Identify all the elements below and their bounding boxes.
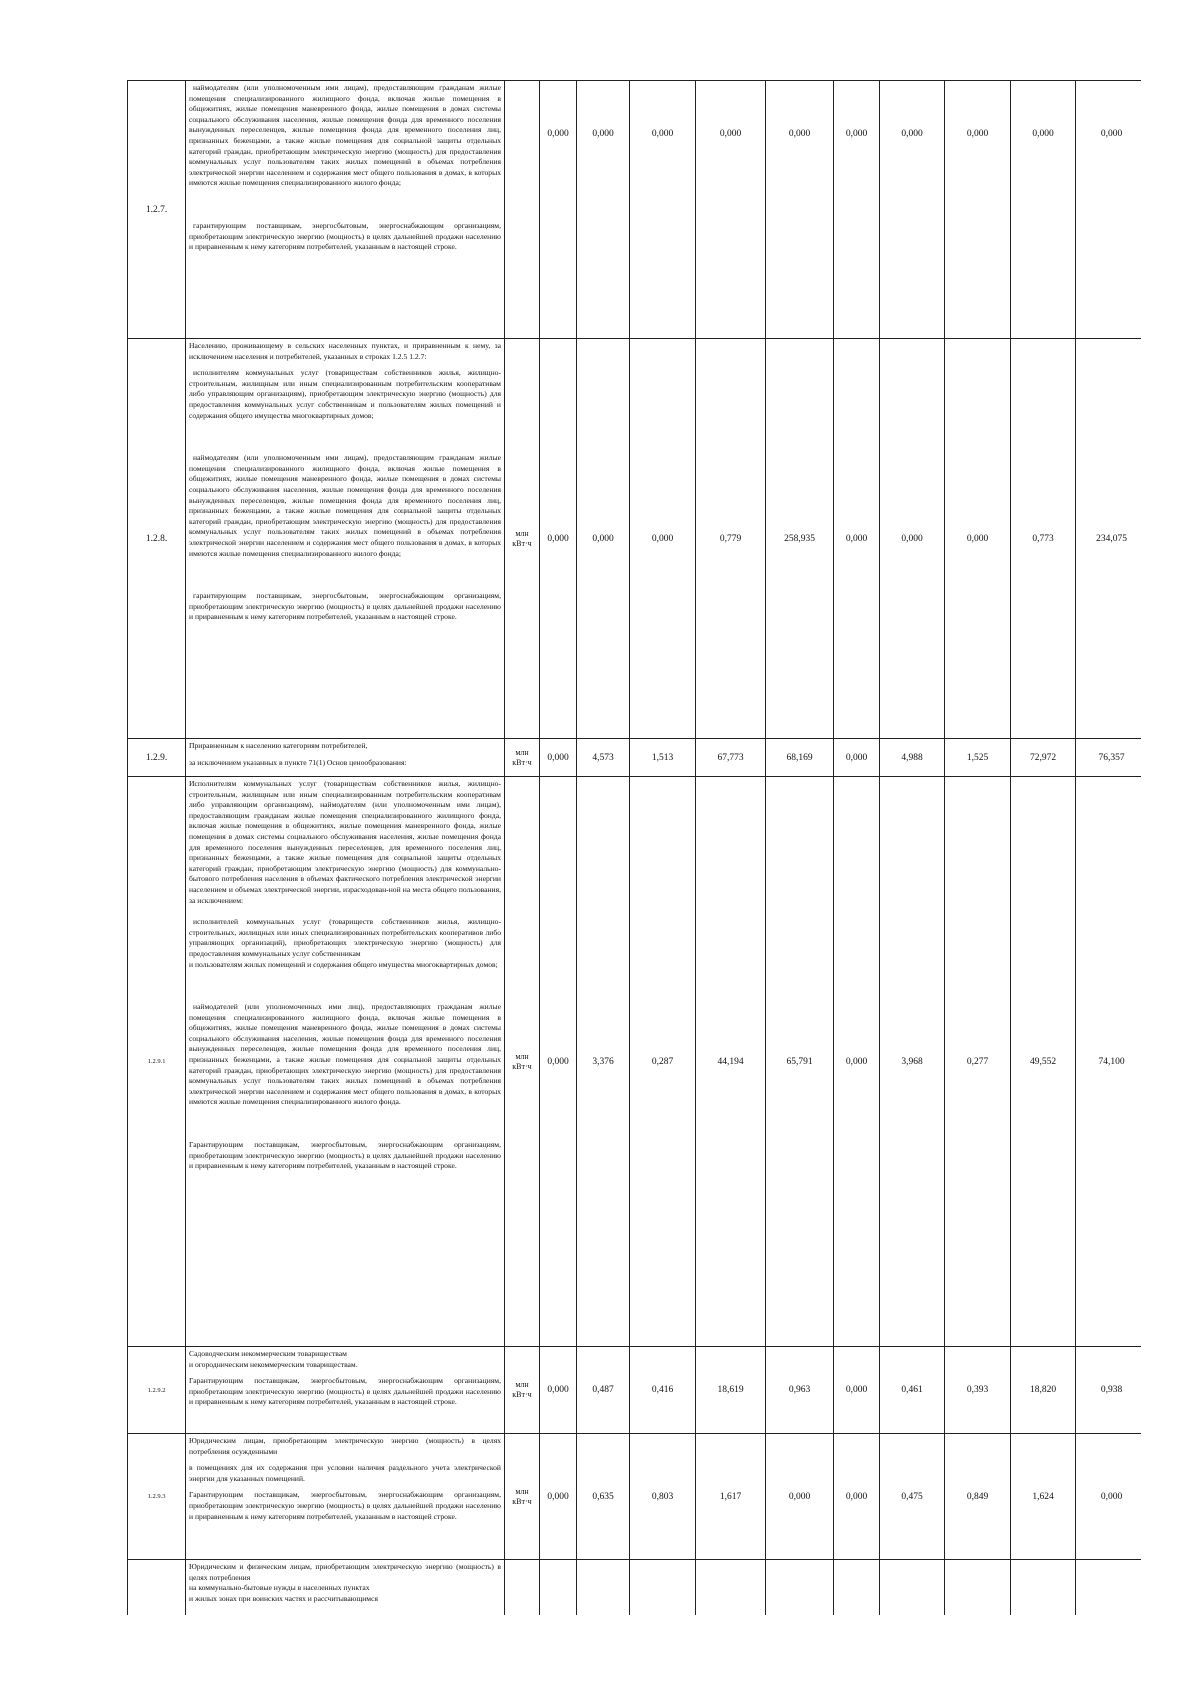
- value-cell: [945, 1560, 1011, 1616]
- value-cell: [1011, 1560, 1076, 1616]
- row-unit: млн кВт·ч: [505, 777, 540, 1347]
- value-cell: 0,277: [945, 777, 1011, 1347]
- value-cell: 0,000: [540, 1434, 577, 1560]
- value-cell: 0,287: [630, 777, 696, 1347]
- row-code: 1.2.9.3: [128, 1434, 186, 1560]
- value-cell: 0,000: [577, 339, 630, 739]
- value-cell: 0,416: [630, 1347, 696, 1434]
- value-cell: 0,000: [540, 81, 577, 339]
- value-cell: 0,000: [834, 1347, 880, 1434]
- value-cell: 1,617: [696, 1434, 766, 1560]
- value-cell: 3,376: [577, 777, 630, 1347]
- value-cell: 18,820: [1011, 1347, 1076, 1434]
- value-cell: 4,988: [880, 739, 945, 777]
- value-cell: 3,968: [880, 777, 945, 1347]
- value-cell: 0,635: [577, 1434, 630, 1560]
- value-cell: 0,000: [834, 777, 880, 1347]
- row-description: [186, 1560, 505, 1616]
- value-cell: 18,619: [696, 1347, 766, 1434]
- description-paragraph: Населению, проживающему в сельских населенных пунктах, и приравненным к нему, за исключением населения и потребителей, указанных в строках 1.2.5 1.2.7:: [189, 341, 501, 361]
- value-cell: 0,000: [540, 1347, 577, 1434]
- row-unit: млн кВт·ч: [505, 739, 540, 777]
- row-code: 1.2.9.2: [128, 1347, 186, 1434]
- table-row: [128, 81, 1142, 339]
- description-paragraph: Исполнителям коммунальных услуг (товариществам собственников жилья, жилищно-строительным, жилищным или иным специализированным потребительским кооперативам либо управляющим организациям), наймодателям (или уполномоченным ими лицам), предоставляющим гражданам жилые помещения специализированного жилищного фонда, включая жилые помещения в общежитиях, жилые помещения маневренного фонда, жилые помещения в домах системы социального обслуживания населения, жилые помещения фонда для временного поселения вынужденных переселенцев, для временного поселения лиц, признанных беженцами, а также жилые помещения для социальной защиты отдельных категорий граждан, приобретающим электрическую энергию (мощность) для коммунально-бытового потребления населения в объемах фактического потребления электрической энергии населением и объемах электрической энергии, израсходован-ной на места общего пользования, за исключением:: [189, 779, 501, 905]
- value-cell: 0,963: [766, 1347, 834, 1434]
- value-cell: 0,000: [696, 81, 766, 339]
- value-cell: 1,624: [1011, 1434, 1076, 1560]
- description-paragraph: исполнителям коммунальных услуг (товариществам собственников жилья, жилищно-строительным, жилищным или иным специализированным потребительским кооперативам либо управляющим организациям), приобретающим электрическую энергию (мощность) для предоставления коммунальных услуг собственникам и пользователям жилых помещений и содержания общего имущества многоквартирных домов;: [189, 368, 501, 420]
- value-cell: 258,935: [766, 339, 834, 739]
- tariff-balance-table-page: [127, 80, 1141, 1615]
- value-cell: [880, 1560, 945, 1616]
- value-cell: 0,461: [880, 1347, 945, 1434]
- value-cell: 234,075: [1076, 339, 1142, 739]
- row-description: [186, 739, 505, 777]
- row-description: [186, 1434, 505, 1560]
- value-cell: 68,169: [766, 739, 834, 777]
- table-row: [128, 1347, 1142, 1434]
- value-cell: 49,552: [1011, 777, 1076, 1347]
- value-cell: 0,000: [1011, 81, 1076, 339]
- value-cell: 0,938: [1076, 1347, 1142, 1434]
- description-paragraph: Приравненным к населению категориям потребителей,: [189, 741, 368, 750]
- description-paragraph: Юридическим и физическим лицам, приобретающим электрическую энергию (мощность) в целях потребления: [189, 1562, 501, 1582]
- value-cell: 0,803: [630, 1434, 696, 1560]
- value-cell: 0,000: [766, 1434, 834, 1560]
- description-paragraph: наймодателей (или уполномоченных ими лиц), предоставляющих гражданам жилые помещения специализированного жилищного фонда, включая жилые помещения в общежитиях, жилые помещения маневренного фонда, жилые помещения в домах системы социального обслуживания населения, жилые помещения фонда для временного поселения вынужденных переселенцев, жилые помещения фонда для временного поселения лиц, признанных беженцами, а также жилые помещения для социальной защиты отдельных категорий граждан, приобретающих электрическую энергию (мощность) для предоставления коммунальных услуг пользователям таких жилых помещений в объемах потребления электрической энергии населением и содержания мест общего пользования в домах, в которых имеются жилые помещения специализированного жилого фонда.: [189, 1002, 501, 1107]
- value-cell: 0,000: [834, 81, 880, 339]
- description-paragraph: исполнителей коммунальных услуг (товариществ собственников жилья, жилищно-строительных, жилищных или иных специализированных потребительских кооперативов либо управляющих организаций), приобретающих электрическую энергию (мощность) для предоставления коммунальных услуг собственникам: [189, 917, 501, 958]
- table-row: [128, 339, 1142, 739]
- description-paragraph: в помещениях для их содержания при условии наличия раздельного учета электрической энергии для указанных помещений.: [189, 1463, 501, 1483]
- row-code: 1.2.8.: [128, 339, 186, 739]
- value-cell: 72,972: [1011, 739, 1076, 777]
- value-cell: 0,000: [766, 81, 834, 339]
- description-paragraph: гарантирующим поставщикам, энергосбытовым, энергоснабжающим организациям, приобретающим электрическую энергию (мощность) в целях дальнейшей продажи населению и приравненным к нему категориям потребителей, указанным в настоящей строке.: [189, 591, 501, 622]
- row-code: 1.2.7.: [128, 81, 186, 339]
- row-unit: млн кВт·ч: [505, 1434, 540, 1560]
- row-code: [128, 1560, 186, 1616]
- consumption-table: [127, 80, 1141, 1615]
- description-paragraph: Садоводческим некоммерческим товариществам: [189, 1349, 347, 1358]
- row-unit: [505, 1560, 540, 1616]
- row-code: 1.2.9.: [128, 739, 186, 777]
- description-paragraph: наймодателям (или уполномоченным ими лицам), предоставляющим гражданам жилые помещения специализированного жилищного фонда, включая жилые помещения в общежитиях, жилые помещения маневренного фонда, жилые помещения в домах системы социального обслуживания населения, жилые помещения фонда для временного поселения вынужденных переселенцев, жилые помещения фонда для временного поселения лиц, признанных беженцами, а также жилые помещения для социальной защиты отдельных категорий граждан, приобретающим электрическую энергию (мощность) для предоставления коммунальных услуг пользователям таких жилых помещений в объемах потребления электрической энергии населением и содержания мест общего пользования в домах, в которых имеются жилые помещения специализированного жилого фонда;: [189, 453, 501, 558]
- value-cell: 4,573: [577, 739, 630, 777]
- description-paragraph: наймодателям (или уполномоченным ими лицам), предоставляющим гражданам жилые помещения специализированного жилищного фонда, включая жилые помещения в общежитиях, жилые помещения маневренного фонда, жилые помещения в домах системы социального обслуживания населения, жилые помещения фонда для временного поселения вынужденных переселенцев, жилые помещения фонда для временного поселения лиц, признанных беженцами, а также жилые помещения для социальной защиты отдельных категорий граждан, приобретающим электрическую энергию (мощность) для предоставления коммунальных услуг пользователям таких жилых помещений в объемах потребления электрической энергии населением и содержания мест общего пользования в домах, в которых имеются жилые помещения специализированного жилого фонда;: [189, 83, 501, 188]
- value-cell: 0,000: [945, 81, 1011, 339]
- value-cell: 0,000: [945, 339, 1011, 739]
- value-cell: [1076, 1560, 1142, 1616]
- row-description: [186, 81, 505, 339]
- value-cell: 0,773: [1011, 339, 1076, 739]
- table-row: [128, 1434, 1142, 1560]
- value-cell: 0,000: [630, 81, 696, 339]
- row-code: 1.2.9.1: [128, 777, 186, 1347]
- description-paragraph: и огородническим некоммерческим товариществам.: [189, 1359, 358, 1369]
- table-row: [128, 777, 1142, 1347]
- value-cell: 0,000: [540, 777, 577, 1347]
- description-paragraph: Гарантирующим поставщикам, энергосбытовым, энергоснабжающим организациям, приобретающим электрическую энергию (мощность) в целях дальнейшей продажи населению и приравненным к нему категориям потребителей, указанным в настоящей строке.: [189, 1490, 501, 1521]
- value-cell: 76,357: [1076, 739, 1142, 777]
- value-cell: 0,000: [834, 1434, 880, 1560]
- value-cell: 0,000: [880, 339, 945, 739]
- value-cell: 0,000: [1076, 81, 1142, 339]
- value-cell: 0,000: [577, 81, 630, 339]
- value-cell: 0,000: [880, 81, 945, 339]
- row-unit: [505, 81, 540, 339]
- value-cell: 0,849: [945, 1434, 1011, 1560]
- value-cell: 0,000: [540, 339, 577, 739]
- value-cell: [834, 1560, 880, 1616]
- description-paragraph: Юридическим лицам, приобретающим электрическую энергию (мощность) в целях потребления осужденными: [189, 1436, 501, 1456]
- description-paragraph: и пользователям жилых помещений и содержания общего имущества многоквартирных домов;: [189, 959, 498, 969]
- value-cell: 0,000: [630, 339, 696, 739]
- row-unit: млн кВт·ч: [505, 1347, 540, 1434]
- value-cell: 0,475: [880, 1434, 945, 1560]
- description-paragraph: и жилых зонах при воинских частях и рассчитывающимся: [189, 1593, 378, 1603]
- value-cell: [766, 1560, 834, 1616]
- table-row: [128, 1560, 1142, 1616]
- value-cell: 74,100: [1076, 777, 1142, 1347]
- row-description: [186, 339, 505, 739]
- value-cell: 44,194: [696, 777, 766, 1347]
- value-cell: 0,000: [834, 739, 880, 777]
- value-cell: [577, 1560, 630, 1616]
- value-cell: [540, 1560, 577, 1616]
- value-cell: [696, 1560, 766, 1616]
- row-description: [186, 1347, 505, 1434]
- description-paragraph: Гарантирующим поставщикам, энергосбытовым, энергоснабжающим организациям, приобретающим электрическую энергию (мощность) в целях дальнейшей продажи населению и приравненным к нему категориям потребителей, указанным в настоящей строке.: [189, 1140, 501, 1171]
- description-paragraph: на коммунально-бытовые нужды в населенных пунктах: [189, 1583, 370, 1593]
- description-paragraph: за исключением указанных в пункте 71(1) Основ ценообразования:: [189, 757, 407, 767]
- value-cell: 1,525: [945, 739, 1011, 777]
- value-cell: 0,393: [945, 1347, 1011, 1434]
- value-cell: 0,487: [577, 1347, 630, 1434]
- value-cell: 0,779: [696, 339, 766, 739]
- value-cell: 65,791: [766, 777, 834, 1347]
- description-paragraph: гарантирующим поставщикам, энергосбытовым, энергоснабжающим организациям, приобретающим электрическую энергию (мощность) в целях дальнейшей продажи населению и приравненным к нему категориям потребителей, указанным в настоящей строке.: [189, 220, 501, 252]
- value-cell: 0,000: [834, 339, 880, 739]
- value-cell: 67,773: [696, 739, 766, 777]
- table-row: [128, 739, 1142, 777]
- description-paragraph: Гарантирующим поставщикам, энергосбытовым, энергоснабжающим организациям, приобретающим электрическую энергию (мощность) в целях дальнейшей продажи населению и приравненным к нему категориям потребителей, указанным в настоящей строке.: [189, 1376, 501, 1407]
- value-cell: [630, 1560, 696, 1616]
- row-unit: млн кВт·ч: [505, 339, 540, 739]
- value-cell: 1,513: [630, 739, 696, 777]
- value-cell: 0,000: [540, 739, 577, 777]
- row-description: [186, 777, 505, 1347]
- value-cell: 0,000: [1076, 1434, 1142, 1560]
